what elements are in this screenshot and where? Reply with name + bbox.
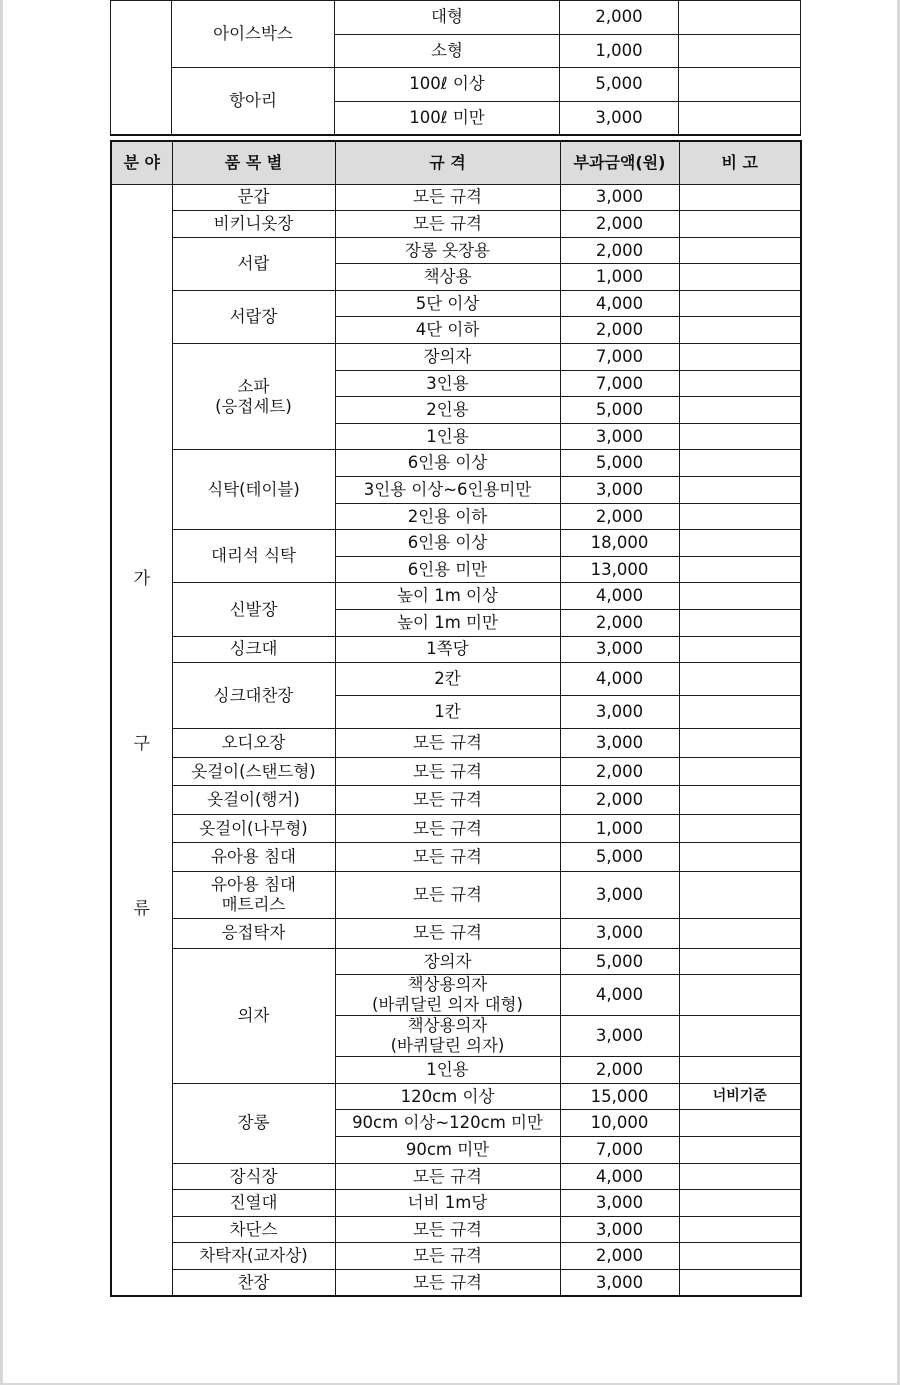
note-cell: [679, 556, 801, 583]
note-cell: [679, 1216, 801, 1243]
continued-fee-table: [110, 0, 801, 136]
note-cell: [679, 975, 801, 1016]
note-cell: [679, 503, 801, 530]
header-note: 비 고: [679, 141, 801, 184]
fee-cell: 3,000: [560, 101, 679, 135]
fee-cell: 10,000: [560, 1110, 679, 1137]
spec-cell: 1인용: [335, 423, 560, 450]
note-cell: [679, 663, 801, 696]
spec-cell: 6인용 이상: [335, 450, 560, 477]
note-cell: [679, 1057, 801, 1084]
spec-cell: 너비 1m당: [335, 1190, 560, 1217]
note-cell: [679, 34, 801, 68]
table-row: [111, 1243, 801, 1270]
note-cell: [679, 1190, 801, 1217]
item-cell: 신발장: [172, 583, 335, 636]
fee-cell: 2,000: [560, 786, 679, 815]
table-row: [111, 948, 801, 975]
note-cell: [679, 370, 801, 397]
item-cell: 차단스: [172, 1216, 335, 1243]
table-row: [111, 344, 801, 371]
spec-cell: 100ℓ 미만: [335, 101, 560, 135]
note-cell: [679, 1, 801, 35]
spec-cell: 모든 규격: [335, 729, 560, 758]
fee-cell: 2,000: [560, 211, 679, 238]
fee-cell: 4,000: [560, 663, 679, 696]
table-row: [111, 1190, 801, 1217]
spec-cell: 90cm 미만: [335, 1137, 560, 1164]
note-cell: [679, 290, 801, 317]
fee-cell: 4,000: [560, 583, 679, 610]
note-cell: [679, 1243, 801, 1270]
furniture-fee-table: [110, 140, 802, 1297]
table-header-row: [111, 141, 801, 184]
item-cell: 옷걸이(나무형): [172, 814, 335, 843]
spec-cell: 2칸: [335, 663, 560, 696]
fee-cell: 2,000: [560, 1057, 679, 1084]
fee-cell: 3,000: [560, 477, 679, 504]
table-row: [111, 729, 801, 758]
note-cell: [679, 610, 801, 637]
spec-cell: 모든 규격: [335, 184, 560, 211]
table-row: [111, 68, 801, 102]
table-row: [111, 237, 801, 264]
item-cell: 의자: [172, 948, 335, 1083]
item-cell: 항아리: [172, 68, 335, 135]
spec-cell: 모든 규격: [335, 211, 560, 238]
category-cell-continued: [111, 1, 172, 135]
item-cell: 대리석 식탁: [172, 530, 335, 583]
spec-cell: 3인용: [335, 370, 560, 397]
fee-cell: 2,000: [560, 757, 679, 786]
spec-cell: 2인용: [335, 397, 560, 424]
table-row: [111, 1163, 801, 1190]
table-row: [111, 814, 801, 843]
item-cell: 소파 (응접세트): [172, 344, 335, 450]
table-row: [111, 786, 801, 815]
note-cell: [679, 729, 801, 758]
table-row: [111, 530, 801, 557]
fee-cell: 3,000: [560, 184, 679, 211]
spec-cell: 모든 규격: [335, 786, 560, 815]
note-cell: [679, 1270, 801, 1297]
table-row: [111, 918, 801, 948]
header-fee: 부과금액(원): [560, 141, 679, 184]
note-cell: [679, 477, 801, 504]
spec-cell: 모든 규격: [335, 843, 560, 872]
spec-cell: 모든 규격: [335, 814, 560, 843]
note-cell: 너비기준: [679, 1083, 801, 1110]
note-cell: [679, 696, 801, 729]
note-cell: [679, 583, 801, 610]
table-row: [111, 211, 801, 238]
spec-cell: 책상용: [335, 264, 560, 291]
note-cell: [679, 948, 801, 975]
spec-cell: 3인용 이상~6인용미만: [335, 477, 560, 504]
spec-cell: 장롱 옷장용: [335, 237, 560, 264]
fee-cell: 4,000: [560, 975, 679, 1016]
spec-cell: 100ℓ 이상: [335, 68, 560, 102]
fee-cell: 1,000: [560, 814, 679, 843]
header-category: 분 야: [111, 141, 172, 184]
note-cell: [679, 843, 801, 872]
table-row: [111, 663, 801, 696]
fee-cell: 5,000: [560, 843, 679, 872]
spec-cell: 5단 이상: [335, 290, 560, 317]
note-cell: [679, 423, 801, 450]
category-char: 구: [133, 733, 150, 754]
fee-cell: 3,000: [560, 1016, 679, 1057]
spec-cell: 소형: [335, 34, 560, 68]
spec-cell: 6인용 이상: [335, 530, 560, 557]
note-cell: [679, 1137, 801, 1164]
spec-cell: 1쪽당: [335, 636, 560, 663]
fee-cell: 2,000: [560, 237, 679, 264]
table-row: [111, 1083, 801, 1110]
spec-cell: 대형: [335, 1, 560, 35]
item-cell: 싱크대: [172, 636, 335, 663]
spec-cell: 책상용의자 (바퀴달린 의자): [335, 1016, 560, 1057]
note-cell: [679, 1163, 801, 1190]
item-cell: 서랍: [172, 237, 335, 290]
fee-cell: 5,000: [560, 948, 679, 975]
spec-cell: 장의자: [335, 344, 560, 371]
item-cell: 차탁자(교자상): [172, 1243, 335, 1270]
fee-cell: 5,000: [560, 450, 679, 477]
category-char: 류: [133, 898, 150, 919]
header-item: 품 목 별: [172, 141, 335, 184]
spec-cell: 1인용: [335, 1057, 560, 1084]
table-row: [111, 450, 801, 477]
item-cell: 유아용 침대 매트리스: [172, 871, 335, 918]
item-cell: 장롱: [172, 1083, 335, 1163]
table-row: [111, 843, 801, 872]
table-row: [111, 290, 801, 317]
fee-cell: 7,000: [560, 344, 679, 371]
item-cell: 문갑: [172, 184, 335, 211]
note-cell: [679, 757, 801, 786]
note-cell: [679, 871, 801, 918]
note-cell: [679, 264, 801, 291]
item-cell: 서랍장: [172, 290, 335, 343]
fee-cell: 5,000: [560, 68, 679, 102]
spec-cell: 모든 규격: [335, 918, 560, 948]
item-cell: 장식장: [172, 1163, 335, 1190]
spec-cell: 1칸: [335, 696, 560, 729]
fee-cell: 3,000: [560, 1216, 679, 1243]
fee-cell: 1,000: [560, 34, 679, 68]
item-cell: 진열대: [172, 1190, 335, 1217]
fee-cell: 3,000: [560, 423, 679, 450]
note-cell: [679, 68, 801, 102]
note-cell: [679, 918, 801, 948]
note-cell: [679, 344, 801, 371]
item-cell: 옷걸이(스탠드형): [172, 757, 335, 786]
header-spec: 규 격: [335, 141, 560, 184]
fee-cell: 2,000: [560, 317, 679, 344]
table-row: [111, 184, 801, 211]
note-cell: [679, 530, 801, 557]
fee-cell: 3,000: [560, 1190, 679, 1217]
note-cell: [679, 184, 801, 211]
spec-cell: 높이 1m 미만: [335, 610, 560, 637]
spec-cell: 120cm 이상: [335, 1083, 560, 1110]
spec-cell: 높이 1m 이상: [335, 583, 560, 610]
spec-cell: 장의자: [335, 948, 560, 975]
fee-cell: 3,000: [560, 636, 679, 663]
note-cell: [679, 237, 801, 264]
note-cell: [679, 1016, 801, 1057]
item-cell: 유아용 침대: [172, 843, 335, 872]
fee-cell: 2,000: [560, 1, 679, 35]
fee-cell: 1,000: [560, 264, 679, 291]
table-row: [111, 757, 801, 786]
item-cell: 찬장: [172, 1270, 335, 1297]
fee-cell: 15,000: [560, 1083, 679, 1110]
spec-cell: 모든 규격: [335, 871, 560, 918]
note-cell: [679, 317, 801, 344]
fee-cell: 2,000: [560, 610, 679, 637]
fee-cell: 3,000: [560, 696, 679, 729]
spec-cell: 모든 규격: [335, 1163, 560, 1190]
note-cell: [679, 211, 801, 238]
spec-cell: 4단 이하: [335, 317, 560, 344]
item-cell: 싱크대찬장: [172, 663, 335, 729]
spec-cell: 모든 규격: [335, 1270, 560, 1297]
fee-cell: 4,000: [560, 290, 679, 317]
item-cell: 아이스박스: [172, 1, 335, 68]
spec-cell: 모든 규격: [335, 1216, 560, 1243]
table-row: [111, 1, 801, 35]
note-cell: [679, 397, 801, 424]
spec-cell: 모든 규격: [335, 757, 560, 786]
spec-cell: 책상용의자 (바퀴달린 의자 대형): [335, 975, 560, 1016]
note-cell: [679, 450, 801, 477]
note-cell: [679, 1110, 801, 1137]
category-char: 가: [133, 568, 150, 589]
fee-cell: 3,000: [560, 729, 679, 758]
fee-cell: 13,000: [560, 556, 679, 583]
table-row: [111, 636, 801, 663]
note-cell: [679, 636, 801, 663]
fee-cell: 7,000: [560, 1137, 679, 1164]
fee-cell: 2,000: [560, 1243, 679, 1270]
fee-cell: 3,000: [560, 1270, 679, 1297]
fee-cell: 4,000: [560, 1163, 679, 1190]
table-row: [111, 871, 801, 918]
item-cell: 응접탁자: [172, 918, 335, 948]
fee-cell: 5,000: [560, 397, 679, 424]
item-cell: 비키니옷장: [172, 211, 335, 238]
table-row: [111, 583, 801, 610]
fee-cell: 2,000: [560, 503, 679, 530]
table-row: [111, 1216, 801, 1243]
spec-cell: 6인용 미만: [335, 556, 560, 583]
item-cell: 옷걸이(행거): [172, 786, 335, 815]
page-edge-left: [0, 0, 3, 1385]
note-cell: [679, 814, 801, 843]
spec-cell: 2인용 이하: [335, 503, 560, 530]
category-cell: [111, 184, 172, 1296]
item-cell: 식탁(테이블): [172, 450, 335, 530]
spec-cell: 90cm 이상~120cm 미만: [335, 1110, 560, 1137]
fee-cell: 3,000: [560, 918, 679, 948]
item-cell: 오디오장: [172, 729, 335, 758]
fee-cell: 3,000: [560, 871, 679, 918]
fee-cell: 7,000: [560, 370, 679, 397]
note-cell: [679, 101, 801, 135]
note-cell: [679, 786, 801, 815]
spec-cell: 모든 규격: [335, 1243, 560, 1270]
table-row: [111, 1270, 801, 1297]
fee-cell: 18,000: [560, 530, 679, 557]
